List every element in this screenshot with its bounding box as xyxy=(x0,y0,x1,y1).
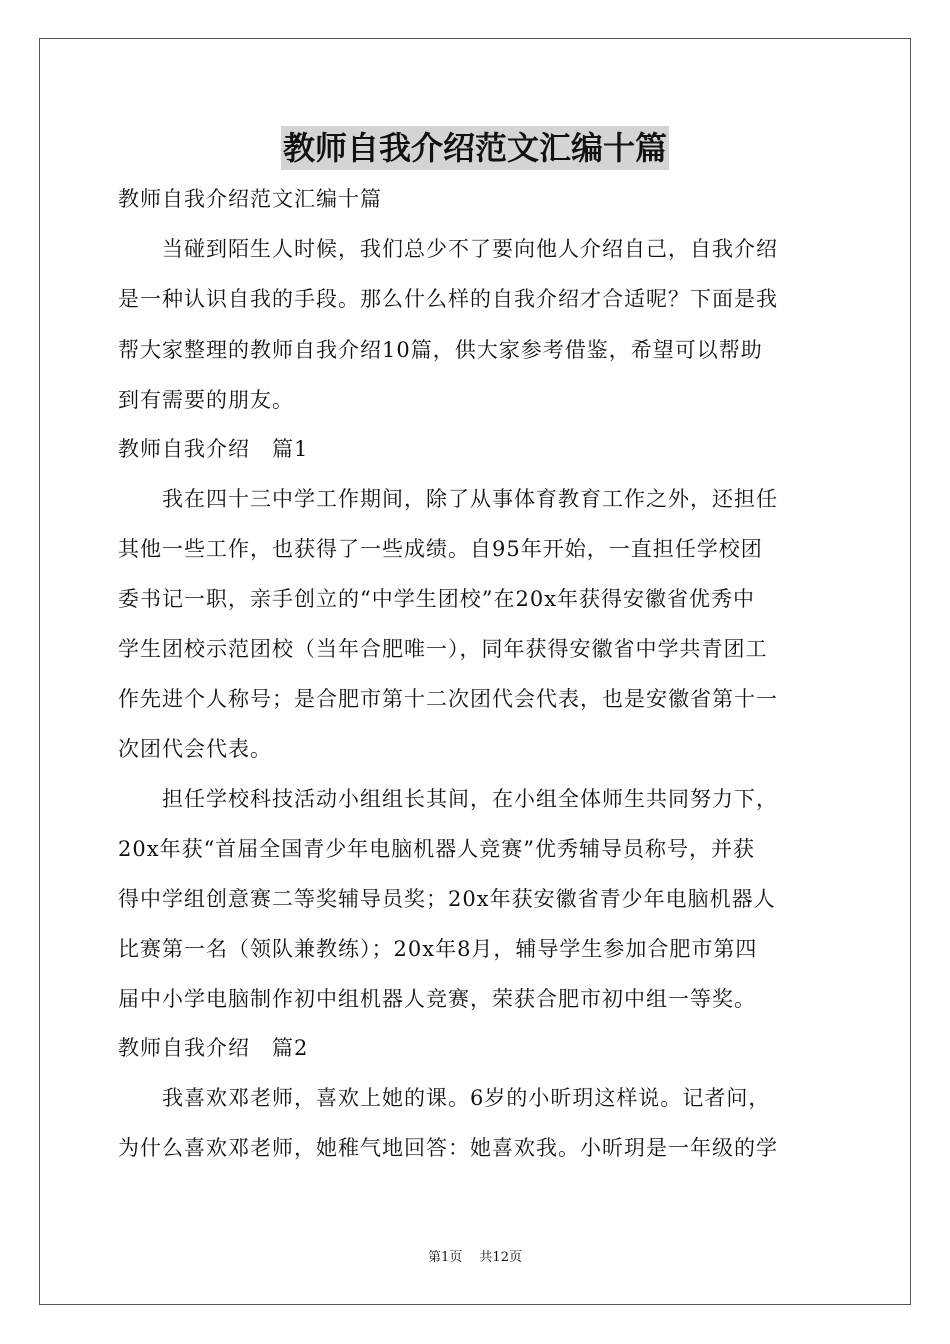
text-line: 其他一些工作，也获得了一些成绩。自95年开始，一直担任学校团 xyxy=(118,537,763,561)
text-line: 比赛第一名（领队兼教练）；20x年8月，辅导学生参加合肥市第四 xyxy=(118,937,758,961)
page-footer: 第1页 共12页 xyxy=(428,1250,522,1265)
text-line: 作先进个人称号；是合肥市第十二次团代会代表，也是安徽省第十一 xyxy=(118,687,778,711)
text-line: 教师自我介绍范文汇编十篇 xyxy=(118,187,382,211)
text-line: 我喜欢邓老师，喜欢上她的课。6岁的小昕玥这样说。记者问， xyxy=(118,1086,771,1110)
text-line: 到有需要的朋友。 xyxy=(118,388,294,412)
title-container xyxy=(0,126,950,170)
text-line: 为什么喜欢邓老师，她稚气地回答：她喜欢我。小昕玥是一年级的学 xyxy=(118,1136,778,1160)
text-line: 20x年获“首届全国青少年电脑机器人竞赛”优秀辅导员称号，并获 xyxy=(118,837,756,861)
text-line: 我在四十三中学工作期间，除了从事体育教育工作之外，还担任 xyxy=(118,487,778,511)
text-line: 担任学校科技活动小组组长其间，在小组全体师生共同努力下， xyxy=(118,787,778,811)
text-line: 学生团校示范团校（当年合肥唯一），同年获得安徽省中学共青团工 xyxy=(118,637,768,661)
text-line: 教师自我介绍 篇1 xyxy=(118,437,309,461)
text-line: 届中小学电脑制作初中组机器人竞赛，荣获合肥市初中组一等奖。 xyxy=(118,987,756,1011)
text-line: 教师自我介绍 篇2 xyxy=(118,1036,309,1060)
text-line: 次团代会代表。 xyxy=(118,737,272,761)
document-title: 教师自我介绍范文汇编十篇 xyxy=(281,126,669,170)
text-line: 当碰到陌生人时候，我们总少不了要向他人介绍自己，自我介绍 xyxy=(118,237,778,261)
text-line: 委书记一职，亲手创立的“中学生团校”在20x年获得安徽省优秀中 xyxy=(118,587,756,611)
text-line: 帮大家整理的教师自我介绍10篇，供大家参考借鉴，希望可以帮助 xyxy=(118,338,763,362)
text-line: 得中学组创意赛二等奖辅导员奖；20x年获安徽省青少年电脑机器人 xyxy=(118,887,776,911)
text-line: 是一种认识自我的手段。那么什么样的自我介绍才合适呢？下面是我 xyxy=(118,287,778,311)
page-border xyxy=(39,38,911,1305)
